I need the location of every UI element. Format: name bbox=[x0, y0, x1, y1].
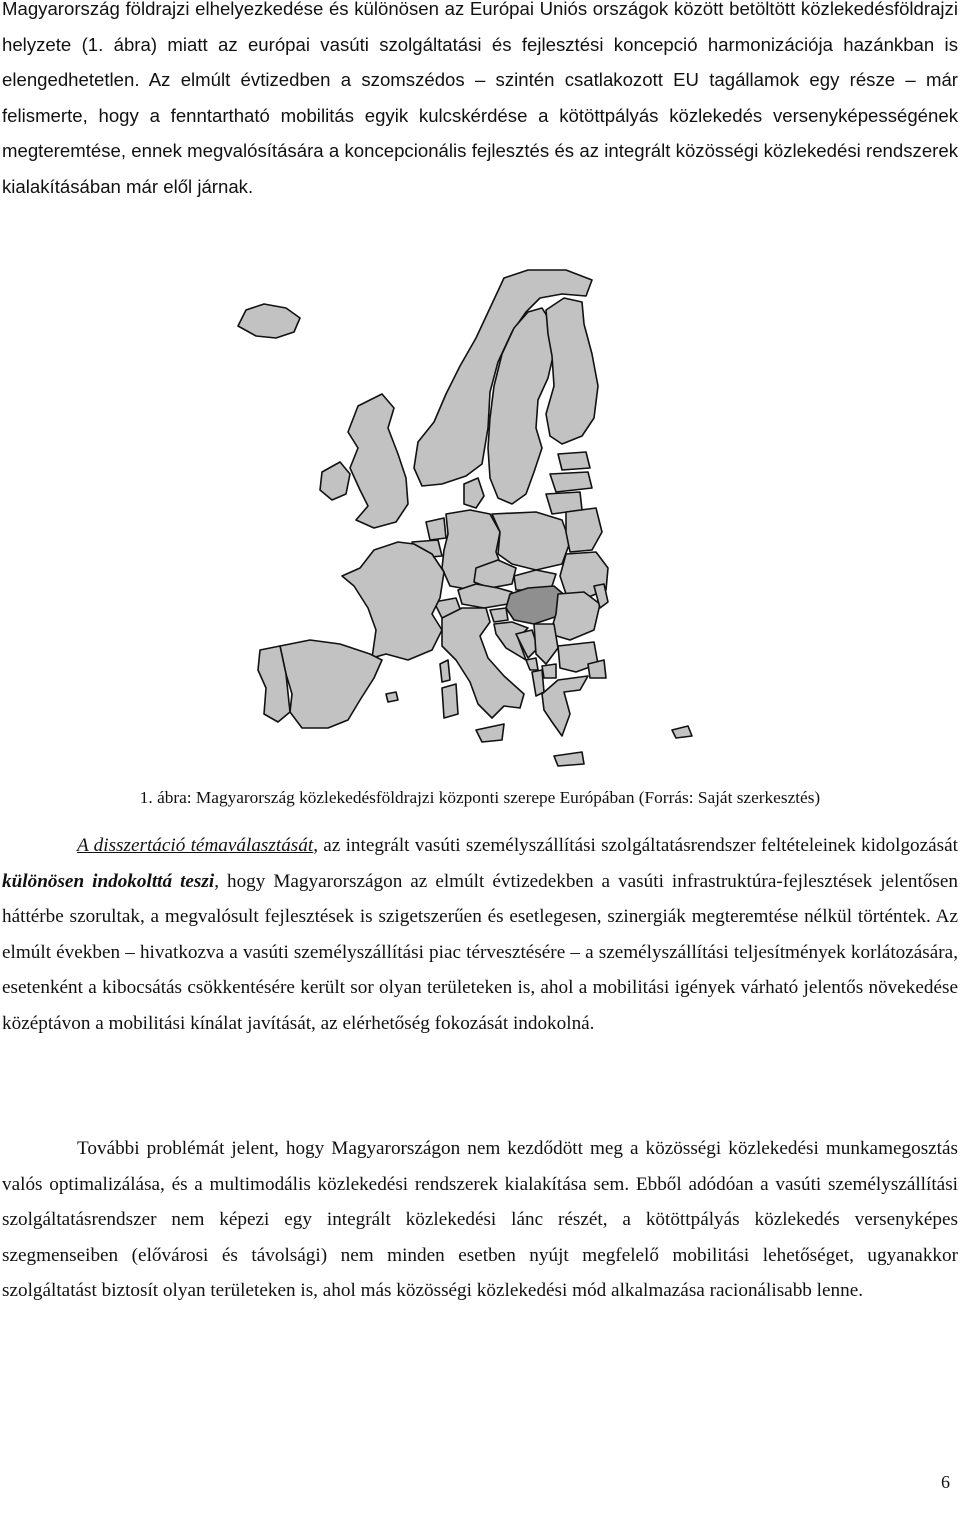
map-country-france bbox=[342, 542, 444, 660]
map-country-united-kingdom bbox=[348, 394, 408, 528]
map-country-north-macedonia bbox=[542, 664, 556, 678]
map-country-denmark bbox=[464, 478, 484, 508]
europe-map bbox=[236, 268, 736, 773]
map-country-turkey bbox=[588, 660, 606, 678]
map-country-austria bbox=[458, 584, 512, 608]
problem-paragraph: További problémát jelent, hogy Magyarországon nem kezdődött meg a közösségi közlekedési munkamegosztás valós optimalizálása, és a multimodális közlekedési rendszerek kialakítása sem. Ebből adódóan a vasúti személyszállítási szolgáltatásrendszer nem képezi egy integrált közlekedési lánc részét, a kötöttpályás közlekedés versenyképes szegmenseiben (elővárosi és távolsági) nem minden esetben nyújt megfelelő mobilitási lehetőséget, ugyanakkor szolgáltatást biztosít olyan területeken is, ahol más közösségi közlekedési mód alkalmazása racionálisabb lenne. bbox=[2, 1138, 958, 1301]
map-country-belarus bbox=[566, 508, 602, 552]
map-country-albania bbox=[532, 670, 544, 696]
map-country-balearic bbox=[386, 692, 398, 702]
map-country-poland bbox=[492, 512, 570, 570]
map-country-ireland bbox=[320, 462, 350, 500]
map-country-iceland bbox=[238, 304, 300, 338]
figure-caption: 1. ábra: Magyarország közlekedésföldrajzi központi szerepe Európában (Forrás: Saját szerkesztés) bbox=[139, 788, 821, 807]
emphasis-topic: A disszertáció témaválasztását bbox=[77, 835, 314, 856]
paragraph-text: , hogy Magyarországon az elmúlt évtizedekben a vasúti infrastruktúra-fejlesztések jelentősen háttérbe szorultak, a megvalósult fejlesztések is szigetszerűen és esetlegesen, szinergiák megteremtése nélkül történtek. Az elmúlt években – hivatkozva a vasúti személyszállítási piac térvesztésére – a személyszállítási teljesítmények korlátozására, esetenként a kibocsátás csökkentésére került sor olyan területeken is, ahol a mobilitási igények várható jelentős növekedése középtávon a mobilitási kínálat javítását, az elérhetőség fokozását indokolná. bbox=[2, 870, 958, 1034]
map-country-spain bbox=[280, 640, 382, 728]
map-country-greece bbox=[542, 676, 588, 736]
map-country-latvia bbox=[550, 472, 592, 492]
map-country-slovenia bbox=[490, 608, 508, 622]
map-country-romania bbox=[550, 592, 600, 640]
map-country-cyprus bbox=[672, 726, 692, 738]
emphasis-justification: különösen indokolttá teszi bbox=[2, 870, 215, 892]
map-country-finland bbox=[546, 298, 598, 444]
map-country-corsica bbox=[440, 660, 450, 682]
intro-paragraph: Magyarország földrajzi elhelyezkedése és különösen az Európai Uniós országok között betöltött közlekedésföldrajzi helyzete (1. ábra) miatt az európai vasúti szolgáltatási és fejlesztési koncepció harmonizációja hazánkban is elengedhetetlen. Az elmúlt évtizedben a szomszédos – szintén csatlakozott EU tagállamok egy része – már felismerte, hogy a fenntartható mobilitás egyik kulcskérdése a kötöttpályás közlekedés versenyképességének megteremtése, ennek megvalósítására a koncepcionális fejlesztés és az integrált közösségi közlekedési rendszerek kialakításában már elől járnak. bbox=[2, 0, 958, 197]
map-country-crete bbox=[554, 752, 584, 766]
topic-paragraph bbox=[2, 828, 958, 1041]
map-country-estonia bbox=[558, 452, 590, 470]
map-country-serbia bbox=[534, 624, 558, 664]
paragraph-text: , az integrált vasúti személyszállítási szolgáltatásrendszer feltételeinek kidolgozását bbox=[313, 835, 958, 856]
europe-map-figure bbox=[236, 268, 736, 773]
map-country-sardinia bbox=[442, 684, 458, 718]
map-country-montenegro bbox=[526, 658, 538, 670]
page-number: 6 bbox=[941, 1472, 950, 1492]
map-country-netherlands bbox=[426, 518, 446, 540]
map-country-sicily bbox=[476, 724, 504, 742]
